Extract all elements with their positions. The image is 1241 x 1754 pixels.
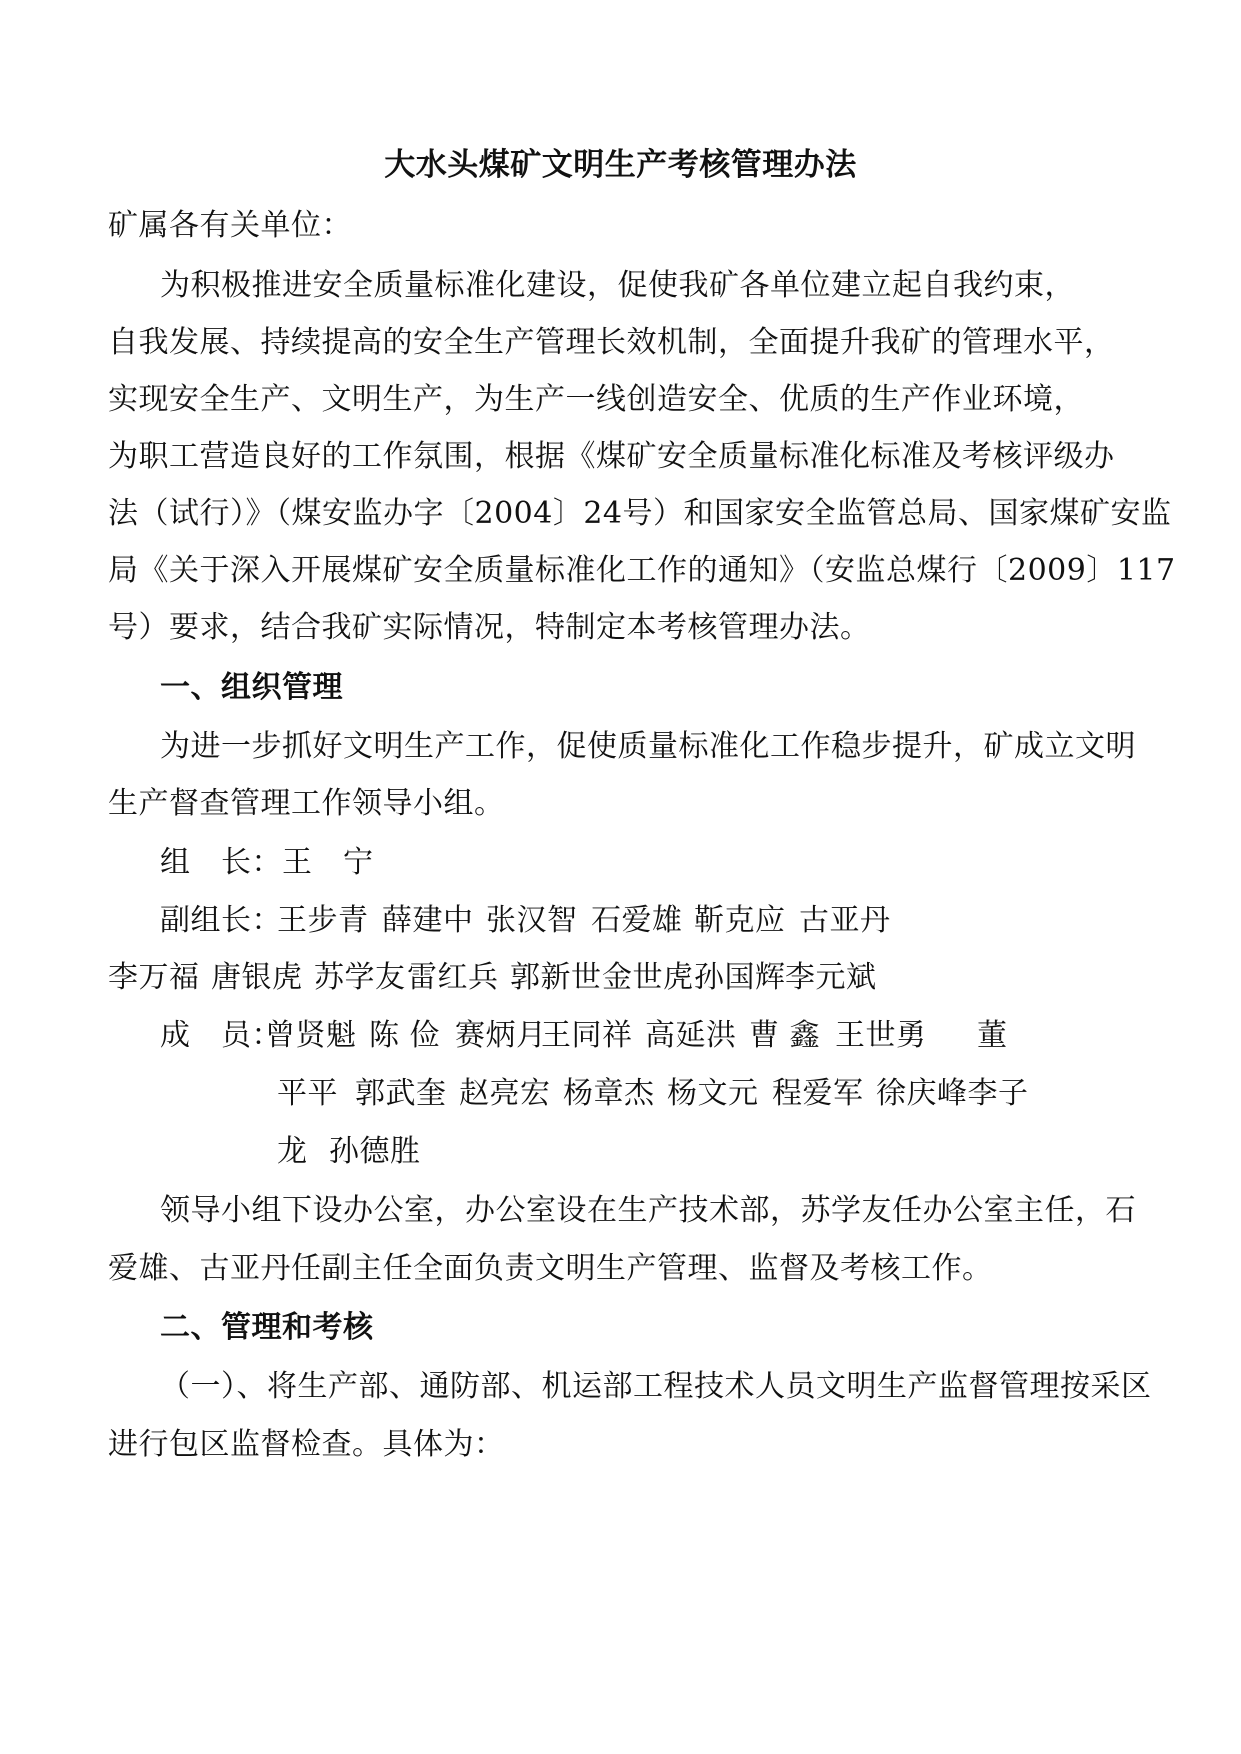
member-name: 龙: [277, 1134, 308, 1169]
section1-paragraph-line: 生产督查管理工作领导小组。: [108, 786, 505, 821]
deputy-name: 李元斌: [785, 960, 877, 995]
deputy-name: 孙国辉: [694, 960, 786, 995]
intro-line: 为积极推进安全质量标准化建设，促使我矿各单位建立起自我约束，: [160, 268, 1075, 303]
member-name: 王同祥: [541, 1018, 633, 1053]
deputy-name: 石爱雄: [591, 903, 683, 938]
intro-line: 实现安全生产、文明生产，为生产一线创造安全、优质的生产作业环境，: [108, 382, 1084, 417]
member-name: 王世勇: [835, 1018, 927, 1053]
member-name: 平平: [277, 1076, 338, 1111]
member-name: 郭武奎: [355, 1076, 447, 1111]
section2-paragraph-line: （一）、将生产部、通防部、机运部工程技术人员文明生产监督管理按采区: [160, 1369, 1152, 1404]
intro-line: 自我发展、持续提高的安全生产管理长效机制，全面提升我矿的管理水平，: [108, 325, 1115, 360]
deputy-name: 靳克应: [694, 903, 786, 938]
salutation: 矿属各有关单位：: [108, 208, 352, 243]
office-line: 爱雄、古亚丹任副主任全面负责文明生产管理、监督及考核工作。: [108, 1251, 993, 1286]
member-name: 曾贤魁: [265, 1018, 357, 1053]
member-name: 程爱军: [772, 1076, 864, 1111]
member-name: 陈 俭: [369, 1018, 441, 1053]
intro-line: 局《关于深入开展煤矿安全质量标准化工作的通知》（安监总煤行〔2009〕117: [108, 553, 1176, 588]
leader-name: 王 宁: [282, 845, 374, 880]
deputy-name: 郭新世: [510, 960, 602, 995]
office-line: 领导小组下设办公室，办公室设在生产技术部，苏学友任办公室主任，石: [160, 1193, 1136, 1228]
member-name: 董: [977, 1018, 1008, 1053]
member-name: 杨文元: [667, 1076, 759, 1111]
deputy-label: 副组长：: [160, 903, 282, 938]
member-name: 赵亮宏: [459, 1076, 551, 1111]
section2-paragraph-line: 进行包区监督检查。具体为：: [108, 1427, 505, 1462]
deputy-name: 古亚丹: [799, 903, 891, 938]
leader-label: 组 长：: [160, 845, 282, 880]
deputy-name: 雷红兵: [407, 960, 499, 995]
deputies-row: [0, 901, 1241, 941]
intro-line: 号）要求，结合我矿实际情况，特制定本考核管理办法。: [108, 610, 871, 645]
leader-row: [160, 843, 374, 883]
member-name: 赛炳月: [455, 1018, 547, 1053]
member-name: 高延洪: [645, 1018, 737, 1053]
member-name: 徐庆峰李子: [876, 1076, 1029, 1111]
deputy-name: 苏学友: [314, 960, 406, 995]
member-label: 成 员：: [160, 1018, 282, 1053]
members-row: [0, 1132, 1241, 1172]
section-heading: 二、管理和考核: [160, 1310, 374, 1345]
deputy-name: 薛建中: [382, 903, 474, 938]
member-name: 杨章杰: [563, 1076, 655, 1111]
section-heading: 一、组织管理: [160, 670, 343, 705]
member-name: 曹 鑫: [749, 1018, 821, 1053]
member-name: 孙德胜: [329, 1134, 421, 1169]
deputy-name: 王步青: [277, 903, 369, 938]
intro-line: 法（试行）》（煤安监办字〔2004〕24号）和国家安全监管总局、国家煤矿安监: [108, 496, 1172, 531]
section1-paragraph-line: 为进一步抓好文明生产工作，促使质量标准化工作稳步提升，矿成立文明: [160, 729, 1136, 764]
deputy-name: 张汉智: [486, 903, 578, 938]
document-title: 大水头煤矿文明生产考核管理办法: [384, 147, 857, 183]
deputy-name: 唐银虎: [211, 960, 303, 995]
deputies-row: [0, 958, 1241, 998]
members-row: [0, 1016, 1241, 1056]
members-row: [0, 1074, 1241, 1114]
intro-line: 为职工营造良好的工作氛围，根据《煤矿安全质量标准化标准及考核评级办: [108, 439, 1115, 474]
deputy-name: 李万福: [108, 960, 200, 995]
deputy-name: 金世虎: [602, 960, 694, 995]
